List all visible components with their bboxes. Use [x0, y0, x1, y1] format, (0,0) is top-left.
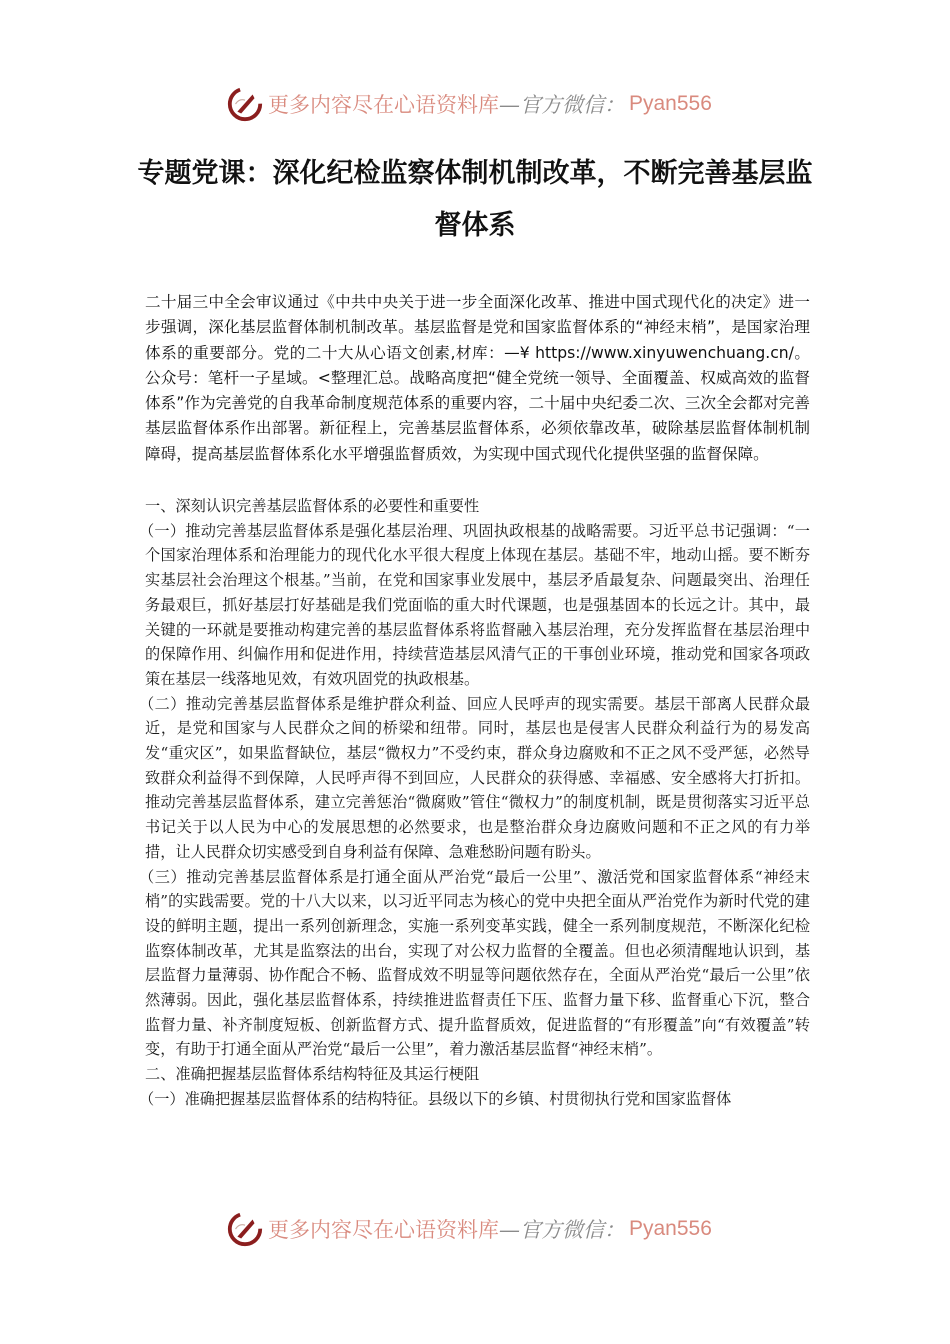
document-title: 专题党课：深化纪检监察体制机制改革，不断完善基层监督体系: [137, 158, 813, 241]
section-heading: 二、准确把握基层监督体系结构特征及其运行梗阻: [145, 1065, 480, 1084]
banner-wechat-id: Pyan556: [629, 1217, 712, 1240]
intro-paragraph: 二十届三中全会审议通过《中共中央关于进一步全面深化改革、推进中国式现代化的决定》进一步强调，深化基层监督体制机制改革。基层监督是党和国家监督体系的“神经末梢”，是国家治理体系的重要部分。党的二十大从心语文创素,材库：—¥ https://www.xinyuwenchuang.cn/。公众号：笔杆一子星域。<整理汇总。战略高度把“健全党统一领导、全面覆盖、权威高效的监督体系”作为完善党的自我革命制度规范体系的重要内容，二十届中央纪委二次、三次全会都对完善基层监督体系作出部署。新征程上，完善基层监督体系，必须依靠改革，破除基层监督体制机制障碍，提高基层监督体系化水平增强监督质效，为实现中国式现代化提供坚强的监督保障。: [145, 293, 810, 463]
body-paragraph: （三）推动完善基层监督体系是打通全面从严治党“最后一公里”、激活党和国家监督体系“神经末梢”的实践需要。党的十八大以来，以习近平同志为核心的党中央把全面从严治党作为新时代党的建设的鲜明主题，提出一系列创新理念，实施一系列变革实践，健全一系列制度规范，不断深化纪检监察体制改革，尤其是监察法的出台，实现了对公权力监督的全覆盖。但也必须清醒地认识到，基层监督力量薄弱、协作配合不畅、监督成效不明显等问题依然存在，全面从严治党“最后一公里”依然薄弱。因此，强化基层监督体系，持续推进监督责任下压、监督力量下移、监督重心下沉，整合监督力量、补齐制度短板、创新监督方式、提升监督质效，促进监督的“有形覆盖”向“有效覆盖”转变，有助于打通全面从严治党“最后一公里”，着力激活基层监督“神经末梢”。: [139, 867, 810, 1059]
quill-pen-logo-icon: [226, 85, 264, 123]
banner-wechat-id: Pyan556: [629, 92, 712, 115]
body-paragraph: （一）准确把握基层监督体系的结构特征。县级以下的乡镇、村贯彻执行党和国家监督体: [139, 1089, 732, 1108]
banner-separator-text: —官方微信：: [499, 93, 625, 117]
section-heading: 一、深刻认识完善基层监督体系的必要性和重要性: [145, 497, 480, 515]
body-paragraph: （二）推动完善基层监督体系是维护群众利益、回应人民呼声的现实需要。基层干部离人民群众最近，是党和国家与人民群众之间的桥梁和纽带。同时，基层也是侵害人民群众利益行为的易发高发“重灾区”，如果监督缺位，基层“微权力”不受约束，群众身边腐败和不正之风不受严惩，必然导致群众利益得不到保障，人民呼声得不到回应，人民群众的获得感、幸福感、安全感将大打折扣。推动完善基层监督体系，建立完善惩治“微腐败”管住“微权力”的制度机制，既是贯彻落实习近平总书记关于以人民为中心的发展思想的必然要求，也是整治群众身边腐败问题和不正之风的有力举措，让人民群众切实感受到自身利益有保障、急难愁盼问题有盼头。: [139, 694, 810, 861]
document-body: [139, 494, 810, 1112]
banner-separator-text: —官方微信：: [499, 1218, 625, 1242]
banner-main-text: 更多内容尽在心语资料库: [268, 1218, 499, 1242]
footer-watermark-banner: [226, 1207, 726, 1251]
header-watermark-banner: [226, 82, 726, 126]
quill-pen-logo-icon: [226, 1210, 264, 1248]
banner-main-text: 更多内容尽在心语资料库: [268, 93, 499, 117]
body-paragraph: （一）推动完善基层监督体系是强化基层治理、巩固执政根基的战略需要。习近平总书记强调：“一个国家治理体系和治理能力的现代化水平很大程度上体现在基层。基础不牢，地动山摇。要不断夯实基层社会治理这个根基。”当前，在党和国家事业发展中，基层矛盾最复杂、问题最突出、治理任务最艰巨，抓好基层打好基础是我们党面临的重大时代课题，也是强基固本的长远之计。其中，最关键的一环就是要推动构建完善的基层监督体系将监督融入基层治理，充分发挥监督在基层治理中的保障作用、纠偏作用和促进作用，持续营造基层风清气正的干事创业环境，推动党和国家各项政策在基层一线落地见效，有效巩固党的执政根基。: [139, 521, 810, 688]
